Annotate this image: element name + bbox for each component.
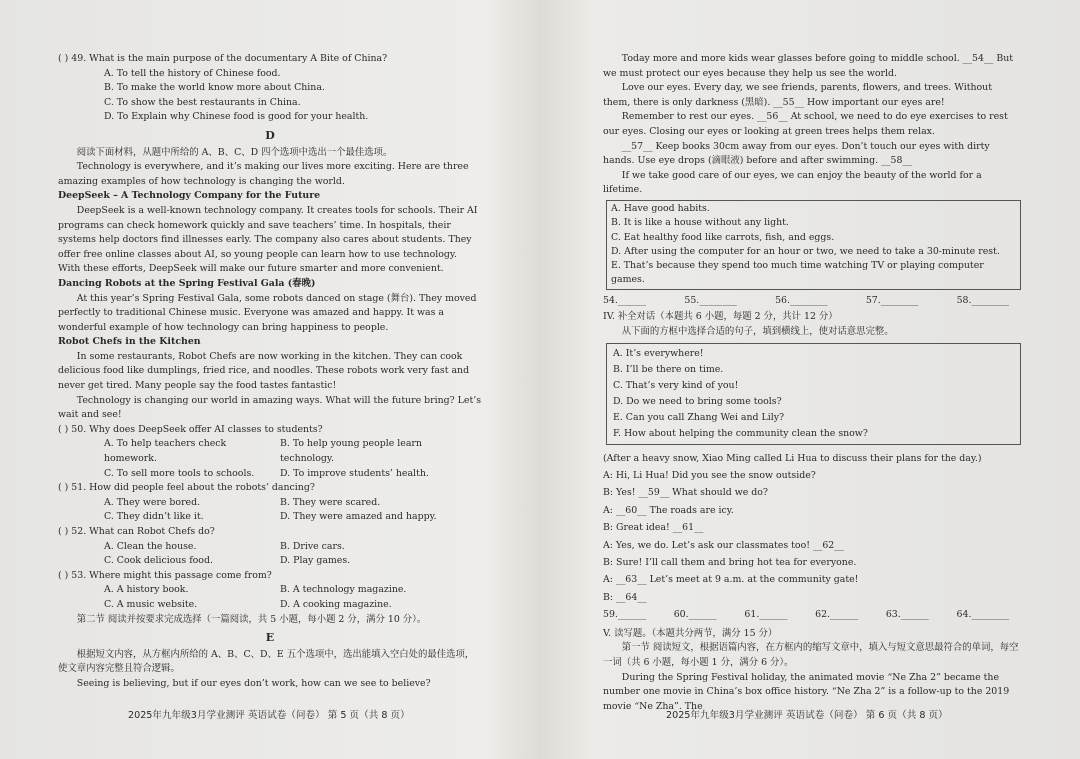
- blank-62: 62.______: [815, 609, 859, 621]
- dialog-line: A: Yes, we do. Let’s ask our classmates too! __62__: [603, 539, 844, 551]
- section-e-paragraph-1: Seeing is believing, but if our eyes don’t work, how can we see to believe?: [76, 677, 431, 689]
- box-e-option-b: B. It is like a house without any light.: [611, 217, 789, 229]
- passage-e-paragraph-3: Love our eyes. Every day, we see friends, parents, flowers, and trees. Without them, there is only darkness (黑暗). __55__ How important our eyes are!: [603, 82, 992, 108]
- q52-option-a: A. Clean the house.: [104, 540, 197, 552]
- blank-57: 57.________: [865, 294, 919, 306]
- box-e-option-c: C. Eat healthy food like carrots, fish, and eggs.: [611, 231, 835, 243]
- dialog-option-d: D. Do we need to bring some tools?: [613, 395, 782, 407]
- q53-options-row1: [58, 583, 482, 598]
- q53-option-c: C. A music website.: [104, 598, 198, 610]
- box-e-option-e: E. That’s because they spend too much time watching TV or playing computer games.: [611, 260, 984, 286]
- q49-option-a: A. To tell the history of Chinese food.: [104, 67, 281, 79]
- heading-dancing-robots: Dancing Robots at the Spring Festival Gala (春晚): [58, 277, 316, 289]
- section-4-title: IV. 补全对话（本题共 6 小题，每题 2 分，共计 12 分）: [603, 311, 838, 323]
- q50-option-c: C. To sell more tools to schools.: [104, 467, 255, 479]
- dialog-option-b: B. I’ll be there on time.: [613, 363, 724, 375]
- heading-deepseek: DeepSeek – A Technology Company for the Future: [58, 190, 321, 202]
- dialog-line: A: __60__ The roads are icy.: [603, 504, 734, 516]
- options-box-e: [606, 200, 1021, 290]
- blank-54: 54.______: [603, 294, 647, 306]
- question-51-stem: ( ) 51. How did people feel about the robots’ dancing?: [58, 482, 315, 494]
- question-52-stem: ( ) 52. What can Robot Chefs do?: [58, 526, 215, 537]
- question-49-stem: ( ) 49. What is the main purpose of the documentary A Bite of China?: [58, 53, 388, 64]
- q51-option-c: C. They didn’t like it.: [104, 511, 204, 523]
- passage-intro: Technology is everywhere, and it’s making our lives more exciting. Here are three amazing examples of how technology is changing the world.: [58, 161, 469, 187]
- q50-option-b: B. To help young people learn technology.: [280, 438, 422, 465]
- dialog-line: B: Yes! __59__ What should we do?: [603, 487, 768, 499]
- box-e-option-a: A. Have good habits.: [611, 202, 710, 214]
- blank-56: 56.________: [775, 294, 828, 306]
- dialog: [603, 450, 1021, 607]
- section-d-instruction: 阅读下面材料，从题中所给的 A、B、C、D 四个选项中选出一个最佳选项。: [76, 146, 393, 158]
- q49-option-b: B. To make the world know more about China.: [104, 82, 325, 94]
- q51-option-a: A. They were bored.: [104, 496, 201, 508]
- dialog-line: B: Sure! I’ll call them and bring hot tea for everyone.: [603, 556, 857, 568]
- q52-options-row2: [58, 554, 482, 569]
- options-box-dialog: [606, 343, 1021, 445]
- q50-option-d: D. To improve students’ health.: [280, 467, 429, 479]
- section-5-paragraph-1: During the Spring Festival holiday, the animated movie “Ne Zha 2” became the number one movie in China’s box office history. “Ne Zha 2” is a follow-up to the 2019 movie “Ne Zha”. The: [603, 671, 1010, 712]
- section-e-instruction: 根据短文内容，从方框内所给的 A、B、C、D、E 五个选项中，选出能填入空白处的最佳选项，使文章内容完整且符合逻辑。: [58, 648, 475, 675]
- q53-option-d: D. A cooking magazine.: [280, 598, 392, 610]
- q50-options-row2: [58, 467, 482, 482]
- dialog-option-a: A. It’s everywhere!: [613, 347, 704, 359]
- passage-e-paragraph-5: __57__ Keep books 30cm away from our eyes. Don’t touch our eyes with dirty hands. Use eye drops (滴眼液) before and after swimming. __58__: [603, 140, 990, 167]
- section-5-instruction: 第一节 阅读短文，根据语篇内容，在方框内的缩写文章中，填入与短文意思最符合的单词，每空一词（共 6 小题，每小题 1 分，满分 6 分）。: [603, 642, 1019, 668]
- q51-option-b: B. They were scared.: [280, 496, 381, 508]
- q49-option-c: C. To show the best restaurants in China.: [104, 96, 301, 108]
- dialog-line: A: __63__ Let’s meet at 9 a.m. at the community gate!: [603, 574, 859, 586]
- q51-options-row2: [58, 510, 482, 525]
- dialog-context: (After a heavy snow, Xiao Ming called Li Hua to discuss their plans for the day.): [603, 452, 982, 464]
- q52-option-d: D. Play games.: [280, 555, 351, 567]
- blank-64: 64.________: [956, 609, 1009, 621]
- part-2-title: 第二节 阅读并按要求完成选择（一篇阅读，共 5 小题，每小题 2 分，满分 10 分）。: [76, 613, 427, 625]
- passage-e-paragraph-4: Remember to rest our eyes. __56__ At school, we need to do eye exercises to rest our eyes. Closing our eyes or looking at green trees helps them relax.: [603, 111, 1008, 137]
- dialog-line: A: Hi, Li Hua! Did you see the snow outside?: [603, 469, 816, 481]
- section-e-letter: E: [265, 631, 275, 645]
- blank-61: 61.______: [744, 609, 788, 621]
- blank-63: 63.______: [885, 609, 929, 621]
- blank-55: 55.________: [684, 294, 737, 306]
- q50-options-row1: [58, 437, 482, 466]
- q50-option-a: A. To help teachers check homework.: [104, 438, 227, 465]
- blank-58: 58.________: [956, 294, 1009, 306]
- paragraph-robot-chefs: In some restaurants, Robot Chefs are now working in the kitchen. They can cook delicious food like dumplings, fried rice, and noodles. These robots work very fast and never get tired. Many people say the food tastes fantastic!: [58, 350, 470, 392]
- q52-option-c: C. Cook delicious food.: [104, 555, 213, 567]
- q53-options-row2: [58, 598, 482, 613]
- dialog-line: B: __64__: [603, 591, 647, 603]
- q51-options-row1: [58, 496, 482, 511]
- heading-robot-chefs: Robot Chefs in the Kitchen: [58, 336, 201, 348]
- section-5-title: V. 读写题。（本题共分两节，满分 15 分）: [603, 627, 778, 639]
- q52-option-b: B. Drive cars.: [280, 540, 345, 552]
- dialog-option-c: C. That’s very kind of you!: [613, 379, 739, 391]
- q49-option-d: D. To Explain why Chinese food is good for your health.: [104, 111, 369, 123]
- paragraph-deepseek: DeepSeek is a well-known technology company. It creates tools for schools. Their AI programs can check homework quickly and save teachers’ time. In hospitals, their systems help doctors find illnesses early. The company also cares about students. They offer free online classes about AI, so young people can learn how to use technology. With these efforts, DeepSeek will make our future smarter and more convenient.: [58, 204, 478, 275]
- dialog-line: B: Great idea! __61__: [603, 522, 704, 534]
- q53-option-a: A. A history book.: [104, 584, 189, 596]
- box-e-option-d: D. After using the computer for an hour or two, we need to take a 30-minute rest.: [611, 245, 1000, 257]
- answer-blanks-54-58: [603, 294, 1021, 309]
- blank-60: 60.______: [673, 609, 717, 621]
- page-6-footer: 2025年九年级3月学业测评 英语试卷（问卷） 第 6 页（共 8 页）: [666, 710, 948, 721]
- passage-e-paragraph-2: Today more and more kids wear glasses before going to middle school. __54__ But we must protect our eyes because they help us see the world.: [603, 53, 1014, 79]
- section-4-instruction: 从下面的方框中选择合适的句子，填到横线上，使对话意思完整。: [621, 325, 894, 337]
- answer-blanks-59-64: [603, 608, 1021, 623]
- blank-59: 59.______: [603, 609, 647, 621]
- q51-option-d: D. They were amazed and happy.: [280, 511, 437, 523]
- page-5: [58, 52, 482, 692]
- q52-options-row1: [58, 540, 482, 555]
- paragraph-conclusion: Technology is changing our world in amazing ways. What will the future bring? Let’s wait and see!: [58, 394, 482, 421]
- section-d-letter: D: [265, 128, 275, 142]
- q53-option-b: B. A technology magazine.: [280, 584, 407, 596]
- dialog-option-f: F. How about helping the community clean the snow?: [613, 427, 868, 439]
- dialog-option-e: E. Can you call Zhang Wei and Lily?: [613, 411, 785, 423]
- question-50-stem: ( ) 50. Why does DeepSeek offer AI classes to students?: [58, 423, 323, 435]
- page-5-footer: 2025年九年级3月学业测评 英语试卷（问卷） 第 5 页（共 8 页）: [128, 710, 410, 721]
- page-6: [603, 52, 1021, 714]
- paragraph-dancing-robots: At this year’s Spring Festival Gala, some robots danced on stage (舞台). They moved perfectly to traditional Chinese music. Everyone was amazed and happy. It was a wonderful example of how technology can bring happiness to people.: [58, 292, 477, 333]
- question-53-stem: ( ) 53. Where might this passage come from?: [58, 569, 272, 581]
- passage-e-paragraph-6: If we take good care of our eyes, we can enjoy the beauty of the world for a lifetime.: [603, 169, 982, 196]
